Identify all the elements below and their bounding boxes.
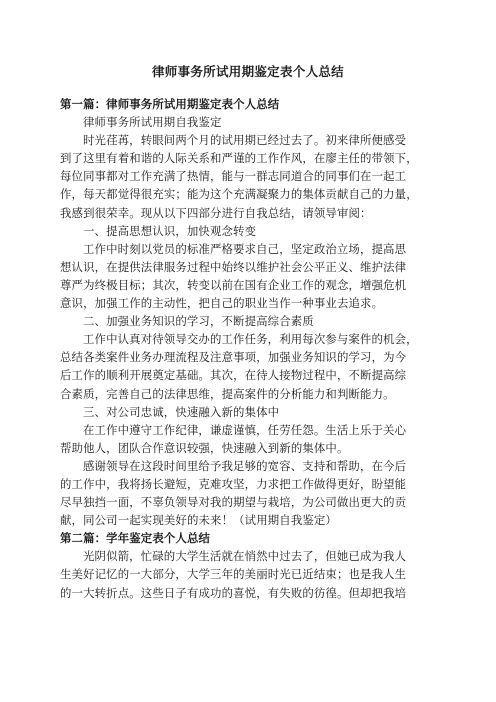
text-line: 工作中认真对待领导交办的工作任务，利用每次参与案件的机会， <box>83 332 418 347</box>
text-line: 献，同公司一起实现美好的未来！（试用期自我鉴定） <box>60 513 337 528</box>
section-heading: 第二篇：学年鉴定表个人总结 <box>60 531 211 546</box>
text-line: 意识，加强工作的主动性，把自己的职业当作一种事业去追求。 <box>60 296 384 311</box>
text-line: 光阴似箭，忙碌的大学生活就在悄然中过去了，但她已成为我人 <box>83 549 407 564</box>
text-line: 合素质，完善自己的法律思维，提高案件的分析能力和判断能力。 <box>60 386 395 401</box>
document-body <box>60 95 436 602</box>
text-line: 感谢领导在这段时间里给予我足够的宽容、支持和帮助，在今后 <box>83 458 407 473</box>
text-line: 想认识，在提供法律服务过程中始终以维护社会公平正义、维护法律 <box>60 259 407 274</box>
text-line: 一、提高思想认识，加快观念转变 <box>83 223 257 238</box>
text-line: 尽早独挡一面，不辜负领导对我的期望与栽培，为公司做出更大的贡 <box>60 495 407 510</box>
text-line: 二、加强业务知识的学习，不断提高综合素质 <box>83 314 314 329</box>
text-line: 在工作中遵守工作纪律，谦虚谨慎，任劳任怨。生活上乐于关心 <box>83 422 407 437</box>
text-line: 我感到很荣幸。现从以下四部分进行自我总结，请领导审阅： <box>60 205 372 220</box>
text-line: 的工作中，我将扬长避短，克难攻坚，力求把工作做得更好，盼望能 <box>60 476 407 491</box>
text-line: 工作中时刻以党员的标准严格要求自己，坚定政治立场，提高思 <box>83 241 407 256</box>
text-line: 总结各类案件业务办理流程及注意事项，加强业务知识的学习，为今 <box>60 350 407 365</box>
text-line: 后工作的顺利开展奠定基础。其次，在待人接物过程中，不断提高综 <box>60 368 407 383</box>
text-line: 每位同事都对工作充满了热情，能与一群志同道合的同事们在一起工 <box>60 169 407 184</box>
text-line: 三、对公司忠诚，快速融入新的集体中 <box>83 404 280 419</box>
text-line: 生美好记忆的一大部分，大学三年的美丽时光已近结束；也是我人生 <box>60 567 407 582</box>
text-line: 的一大转折点。这些日子有成功的喜悦，有失败的彷徨。但却把我培 <box>60 585 407 600</box>
text-line: 律师事务所试用期自我鉴定 <box>83 115 222 130</box>
section-heading: 第一篇：律师事务所试用期鉴定表个人总结 <box>60 97 280 111</box>
document-title: 律师事务所试用期鉴定表个人总结 <box>151 64 344 79</box>
text-line: 尊严为终极目标；其次，转变以前在国有企业工作的观念，增强危机 <box>60 277 407 292</box>
text-line: 到了这里有着和谐的人际关系和严谨的工作作风，在廖主任的带领下， <box>60 151 418 166</box>
text-line: 时光荏苒，转眼间两个月的试用期已经过去了。初来律所便感受 <box>83 133 407 148</box>
text-line: 作，每天都觉得很充实；能为这个充满凝聚力的集体贡献自己的力量， <box>60 187 418 202</box>
text-line: 帮助他人，团队合作意识较强，快速融入到新的集体中。 <box>60 440 349 455</box>
